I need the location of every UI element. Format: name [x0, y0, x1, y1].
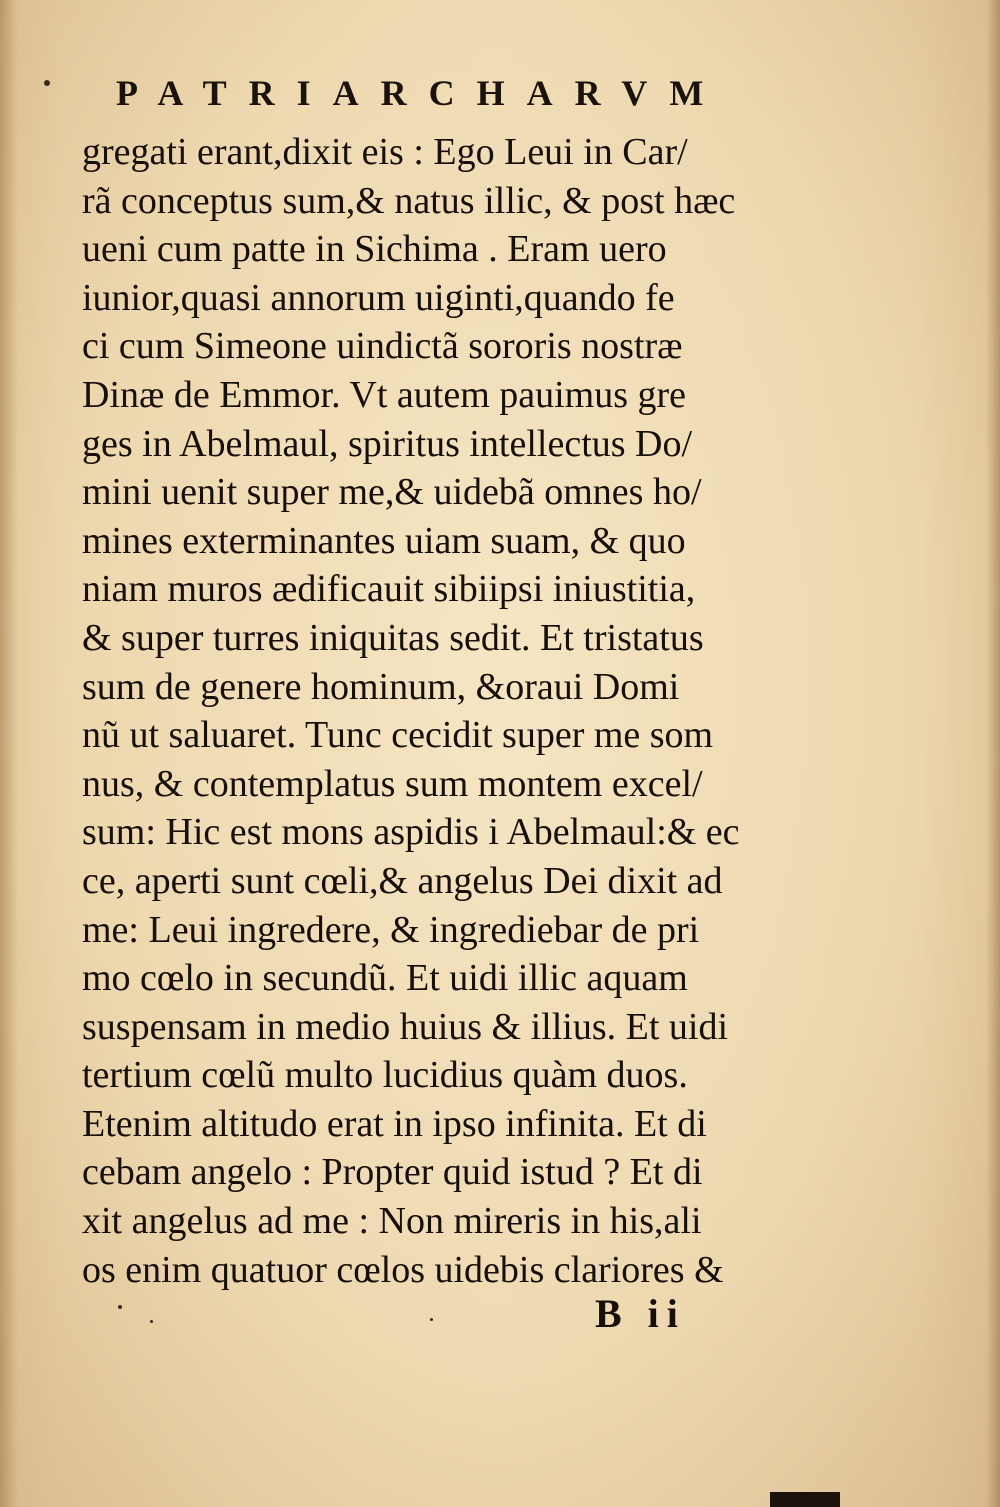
text-line: ges in Abelmaul, spiritus intellectus Do/ — [82, 422, 693, 465]
text-line: me: Leui ingredere, & ingrediebar de pri — [82, 908, 700, 951]
text-line: iunior,quasi annorum uiginti,quando fe — [82, 276, 675, 319]
text-line: suspensam in medio huius & illius. Et uidi — [82, 1005, 728, 1048]
text-line: ueni cum patte in Sichima . Eram uero — [82, 228, 667, 271]
text-line: sum: Hic est mons aspidis i Abelmaul:& ec — [82, 811, 740, 854]
page-right-shadow — [986, 0, 1000, 1507]
text-line: os enim quatuor cœlos uidebis clariores & — [82, 1248, 724, 1291]
text-line: mines exterminantes uiam suam, & quo — [82, 519, 686, 562]
ink-speck — [118, 1305, 122, 1309]
body-text — [82, 128, 812, 1294]
text-line: gregati erant,dixit eis : Ego Leui in Car/ — [82, 131, 688, 173]
ink-speck — [430, 1318, 433, 1321]
text-line: ci cum Simeone uindictã sororis nostræ — [82, 325, 683, 368]
running-head: PATRIARCHARVM — [116, 73, 726, 113]
text-line: rã conceptus sum,& natus illic, & post hæc — [82, 179, 736, 222]
text-line: cebam angelo : Propter quid istud ? Et di — [82, 1151, 703, 1194]
ink-speck — [44, 80, 50, 86]
text-line: xit angelus ad me : Non mireris in his,ali — [82, 1200, 702, 1243]
page-left-shadow — [0, 0, 18, 1507]
signature-mark: B ii — [595, 1291, 686, 1336]
text-line: sum de genere hominum, &oraui Domi — [82, 665, 680, 708]
text-line: Etenim altitudo erat in ipso infinita. Et di — [82, 1102, 707, 1145]
text-line: mini uenit super me,& uidebã omnes ho/ — [82, 471, 702, 514]
text-line: tertium cœlũ multo lucidius quàm duos. — [82, 1054, 688, 1097]
text-line: & super turres iniquitas sedit. Et tristatus — [82, 616, 704, 659]
binding-mark — [770, 1492, 840, 1507]
text-line: Dinæ de Emmor. Vt autem pauimus gre — [82, 373, 687, 416]
text-line: mo cœlo in secundũ. Et uidi illic aquam — [82, 957, 688, 1000]
text-line: ce, aperti sunt cœli,& angelus Dei dixit ad — [82, 859, 723, 902]
text-line: nus, & contemplatus sum montem excel/ — [82, 762, 703, 805]
text-line: niam muros ædificauit sibiipsi iniustitia, — [82, 568, 696, 611]
ink-speck — [150, 1320, 153, 1323]
text-line: nũ ut saluaret. Tunc cecidit super me som — [82, 714, 714, 757]
